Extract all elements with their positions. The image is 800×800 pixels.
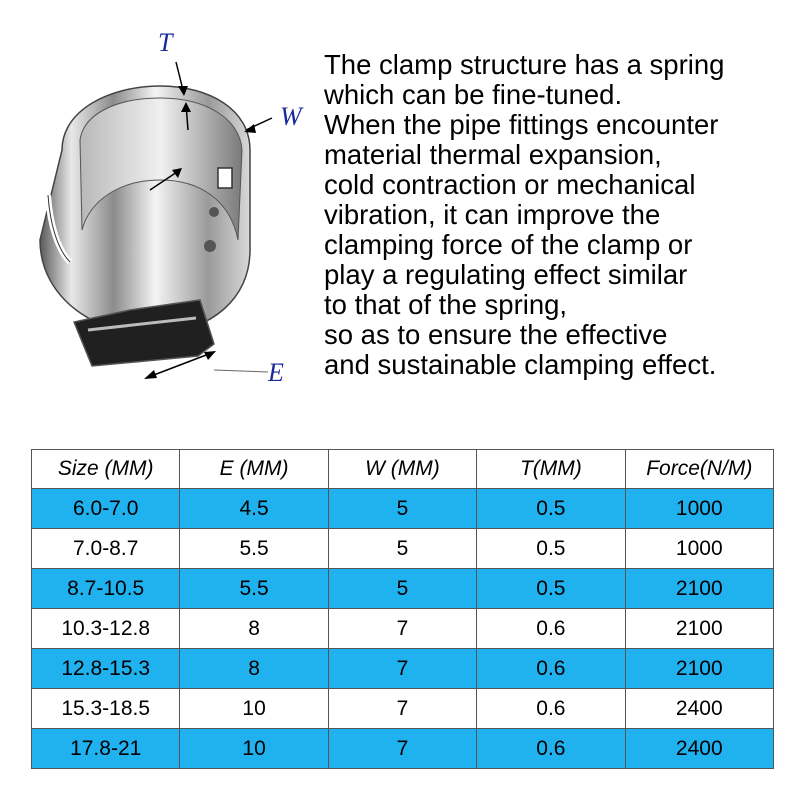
cell-w: 7 bbox=[328, 689, 476, 729]
cell-t: 0.5 bbox=[477, 569, 625, 609]
cell-w: 5 bbox=[328, 529, 476, 569]
cell-force: 1000 bbox=[625, 529, 773, 569]
cell-e: 10 bbox=[180, 689, 328, 729]
table-row bbox=[32, 569, 774, 609]
description-line: and sustainable clamping effect. bbox=[324, 349, 717, 380]
clamp-illustration bbox=[0, 0, 310, 400]
cell-e: 8 bbox=[180, 649, 328, 689]
table-row bbox=[32, 489, 774, 529]
cell-t: 0.5 bbox=[477, 489, 625, 529]
header-w: W (MM) bbox=[328, 450, 476, 489]
table-header-row bbox=[32, 450, 774, 489]
cell-w: 5 bbox=[328, 489, 476, 529]
cell-force: 2400 bbox=[625, 729, 773, 769]
description-line: to that of the spring, bbox=[324, 289, 568, 320]
cell-t: 0.6 bbox=[477, 649, 625, 689]
table-row bbox=[32, 689, 774, 729]
cell-t: 0.6 bbox=[477, 689, 625, 729]
cell-size: 15.3-18.5 bbox=[32, 689, 180, 729]
cell-size: 7.0-8.7 bbox=[32, 529, 180, 569]
description-text bbox=[324, 50, 794, 380]
clamp-figure bbox=[0, 0, 310, 400]
cell-e: 10 bbox=[180, 729, 328, 769]
spec-table bbox=[31, 449, 774, 769]
cell-force: 2100 bbox=[625, 609, 773, 649]
table-row bbox=[32, 529, 774, 569]
cell-w: 5 bbox=[328, 569, 476, 609]
table-row bbox=[32, 649, 774, 689]
cell-size: 8.7-10.5 bbox=[32, 569, 180, 609]
header-e: E (MM) bbox=[180, 450, 328, 489]
description-line: cold contraction or mechanical bbox=[324, 169, 696, 200]
cell-size: 6.0-7.0 bbox=[32, 489, 180, 529]
t-label: T bbox=[158, 28, 173, 57]
w-label: W bbox=[280, 102, 302, 131]
description-line: material thermal expansion, bbox=[324, 139, 662, 170]
cell-size: 12.8-15.3 bbox=[32, 649, 180, 689]
e-label: E bbox=[268, 358, 284, 387]
clamp-hole bbox=[209, 207, 219, 217]
e-leader-line bbox=[214, 370, 268, 372]
description-line: clamping force of the clamp or bbox=[324, 229, 693, 260]
cell-e: 5.5 bbox=[180, 569, 328, 609]
cell-force: 2100 bbox=[625, 569, 773, 609]
cell-e: 8 bbox=[180, 609, 328, 649]
description-line: vibration, it can improve the bbox=[324, 199, 661, 230]
cell-size: 17.8-21 bbox=[32, 729, 180, 769]
header-t: T(MM) bbox=[477, 450, 625, 489]
clamp-hole bbox=[204, 240, 216, 252]
cell-force: 2400 bbox=[625, 689, 773, 729]
description-line: When the pipe fittings encounter bbox=[324, 109, 719, 140]
description-line: The clamp structure has a spring bbox=[324, 49, 725, 80]
cell-w: 7 bbox=[328, 729, 476, 769]
description-line: which can be fine-tuned. bbox=[324, 79, 623, 110]
table-row bbox=[32, 729, 774, 769]
cell-t: 0.5 bbox=[477, 529, 625, 569]
cell-e: 4.5 bbox=[180, 489, 328, 529]
cell-force: 2100 bbox=[625, 649, 773, 689]
table-row bbox=[32, 609, 774, 649]
description-line: play a regulating effect similar bbox=[324, 259, 688, 290]
cell-size: 10.3-12.8 bbox=[32, 609, 180, 649]
header-force: Force(N/M) bbox=[625, 450, 773, 489]
cell-e: 5.5 bbox=[180, 529, 328, 569]
cell-w: 7 bbox=[328, 609, 476, 649]
clamp-window bbox=[218, 168, 232, 188]
cell-force: 1000 bbox=[625, 489, 773, 529]
description-line: so as to ensure the effective bbox=[324, 319, 668, 350]
cell-w: 7 bbox=[328, 649, 476, 689]
cell-t: 0.6 bbox=[477, 609, 625, 649]
header-size: Size (MM) bbox=[32, 450, 180, 489]
cell-t: 0.6 bbox=[477, 729, 625, 769]
